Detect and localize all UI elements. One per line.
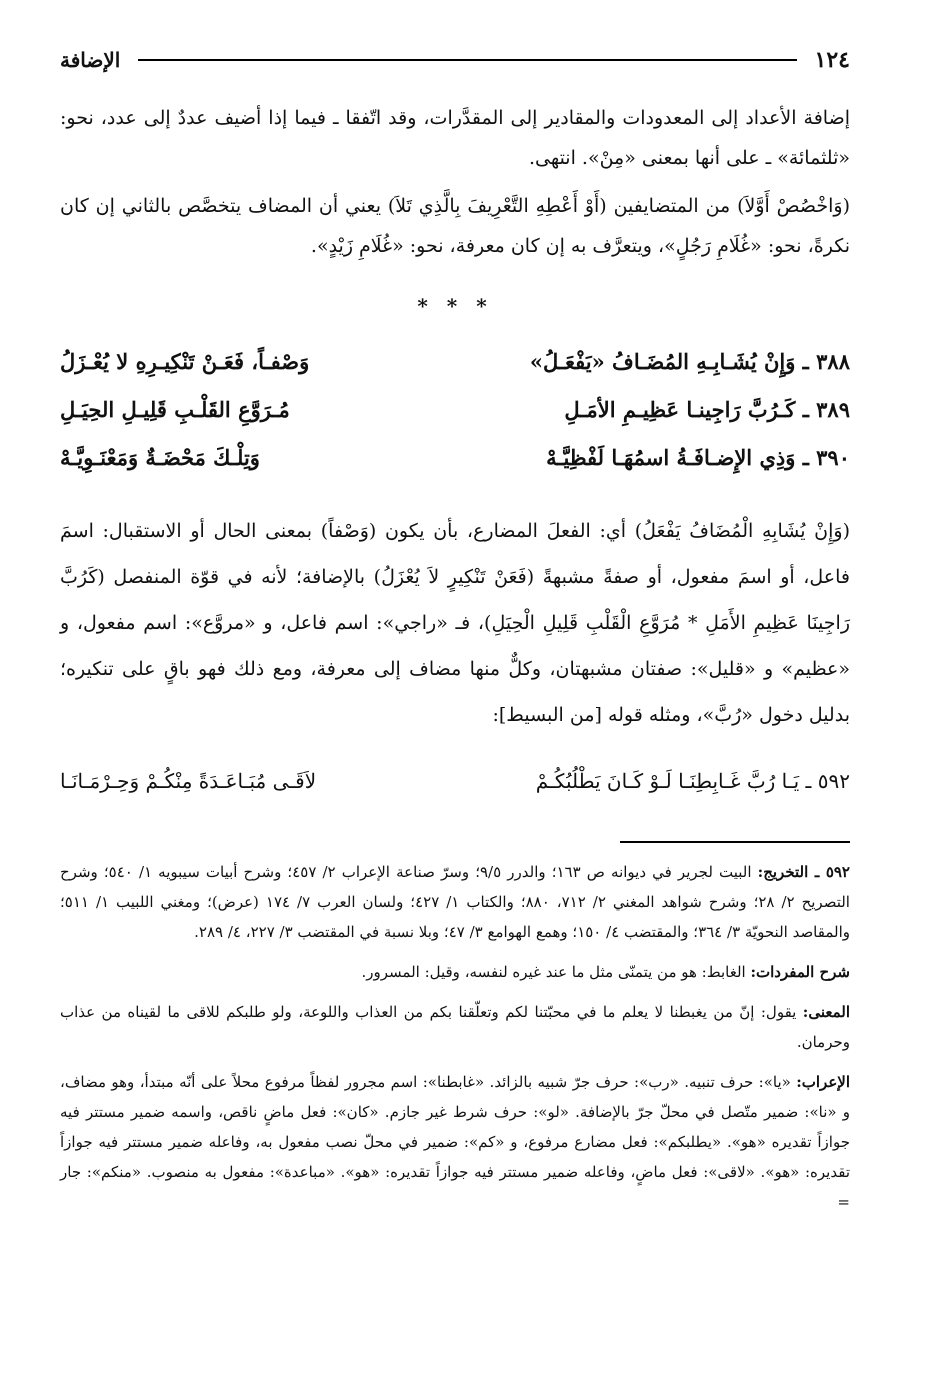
verse-block: [60, 338, 850, 482]
footnote-takhrij: [60, 857, 850, 947]
footnote-text: الغابط: هو من يتمنّى مثل ما عند غيره لنفسه، وقيل: المسرور.: [361, 963, 751, 981]
verse-second-hemistich: وَصْفـاً، فَعَـنْ تَنْكِيـرِهِ لا يُعْـزَلُ: [60, 349, 310, 374]
poem-second-hemistich: لاَقَـى مُبَـاعَـدَةً مِنْكُـمْ وَحِـرْمَـانَـا: [60, 769, 317, 793]
poem-line: [60, 757, 850, 805]
footnote-label: ٥٩٢ ـ التخريج:: [757, 863, 850, 881]
footnote-meaning: [60, 997, 850, 1057]
footnote-text: «يا»: حرف تنبيه. «رب»: حرف جرّ شبيه بالزائد. «غابطنا»: اسم مجرور لفظاً مرفوع محلاً على أنّه مبتدأ، وهو مضاف، و «نا»: ضمير متّصل في محلّ جرّ بالإضافة. «لو»: حرف شرط غير جازم. «كان»: فعل ماضٍ ناقص، واسمه ضمير مستتر فيه جوازاً تقديره «هو». «يطلبكم»: فعل مضارع مرفوع، و «كم»: ضمير في محلّ نصب مفعول به، وفاعله ضمير مستتر فيه جوازاً تقديره: «هو». «لاقى»: فعل ماضٍ، وفاعله ضمير مستتر فيه جوازاً تقديره: «هو». «مباعدة»: مفعول به منصوب. «منكم»: جار =: [60, 1073, 850, 1211]
poem-first-hemistich: ٥٩٢ ـ يَـا رُبَّ غَـابِطِنَـا لَـوْ كَـانَ يَطْلُبُكُـمْ: [535, 769, 850, 793]
footnote-label: الإعراب:: [796, 1073, 850, 1091]
verse-first-hemistich: ٣٩٠ ـ وَذِي الإِضـافَـةُ اسمُهَـا لَفْظِيَّـهْ: [546, 445, 850, 470]
footnote-label: شرح المفردات:: [750, 963, 850, 981]
verse-line: [60, 386, 850, 434]
page: [60, 40, 850, 1217]
footnote-text: البيت لجرير في ديوانه ص ١٦٣؛ والدرر ٩/٥؛ وسرّ صناعة الإعراب ٢/ ٤٥٧؛ وشرح أبيات سيبويه ١/ ٥٤٠؛ وشرح التصريح ٢/ ٢٨؛ وشرح شواهد المغني ٢/ ٧١٢، ٨٨٠؛ والكتاب ١/ ٤٢٧؛ ولسان العرب ٧/ ١٧٤ (عرض)؛ ومغني اللبيب ١/ ٥١١؛ والمقاصد النحويّة ٣/ ٣٦٤؛ والمقتضب ٤/ ١٥٠؛ وهمع الهوامع ٣/ ٤٧؛ وبلا نسبة في المقتضب ٣/ ٢٢٧، ٤/ ٢٨٩.: [60, 863, 850, 941]
page-header: [60, 40, 850, 80]
footnote-rule: [620, 841, 850, 843]
running-title: الإضافة: [60, 48, 121, 72]
footnote-text: يقول: إنّ من يغبطنا لا يعلم ما في محبّتنا لكم وتعلّقنا بكم من العذاب واللوعة، ولو طلبكم للاقى ما لقيناه من عذاب وحرمان.: [60, 1003, 850, 1051]
paragraph: إضافة الأعداد إلى المعدودات والمقادير إلى المقدَّرات، وقد اتّفقا ـ فيما إذا أضيف عددٌ إلى عدد، نحو: «ثلثمائة» ـ على أنها بمعنى «مِنْ». انتهى.: [60, 107, 850, 169]
commentary-paragraph: (وَإِنْ يُشَابِهِ الْمُضَافُ يَفْعَلُ) أي: الفعلَ المضارع، بأن يكون (وَصْفاً) بمعنى الحال أو الاستقبال: اسمَ فاعل، أو اسمَ مفعول، أو صفةً مشبهةً (فَعَنْ تَنْكِيرٍ لاَ يُعْزَلُ) بالإضافة؛ لأنه في قوّة المنفصل (كَرُبَّ رَاجِينَا عَظِيمِ الأَمَلِ * مُرَوَّعِ الْقَلْبِ قَلِيلِ الْحِيَلِ)، فـ «راجي»: اسم فاعل، و «مروَّع»: اسم مفعول، و «عظيم» و «قليل»: صفتان مشبهتان، وكلٌّ منها مضاف إلى معرفة، ومع ذلك فهو باقٍ على تنكيره؛ بدليل دخول «رُبَّ»، ومثله قوله [من البسيط]:: [60, 520, 850, 726]
verse-line: [60, 434, 850, 482]
section-separator: * * *: [417, 294, 493, 318]
page-number: ١٢٤: [814, 47, 850, 73]
verse-second-hemistich: وَتِلْـكَ مَحْضَـةٌ وَمَعْنَـوِيَّـهْ: [60, 445, 260, 470]
footnote-label: المعنى:: [802, 1003, 850, 1021]
verse-first-hemistich: ٣٨٩ ـ كَـرُبَّ رَاجِينـا عَظِيـمِ الأمَـلِ: [564, 397, 850, 422]
footnote-vocabulary: [60, 957, 850, 987]
verse-second-hemistich: مُـرَوَّعِ القَلْـبِ قَلِيـلِ الحِيَـلِ: [60, 397, 290, 422]
verse-first-hemistich: ٣٨٨ ـ وَإِنْ يُشَـابِـهِ المُضَـافُ «يَفْعَـلُ»: [529, 349, 850, 374]
footnote-parsing: [60, 1067, 850, 1217]
verse-line: [60, 338, 850, 386]
paragraph: (وَاخْصُصْ أَوَّلاَ) من المتضايفين (أَوْ أَعْطِهِ التَّعْرِيفَ بِالَّذِي تَلاَ) يعني أن المضاف يتخصَّص بالثاني إن كان نكرةً، نحو: «غُلَامِ رَجُلٍ»، ويتعرَّف به إن كان معرفة، نحو: «غُلَامِ زَيْدٍ».: [60, 195, 850, 257]
header-rule: [138, 59, 796, 61]
